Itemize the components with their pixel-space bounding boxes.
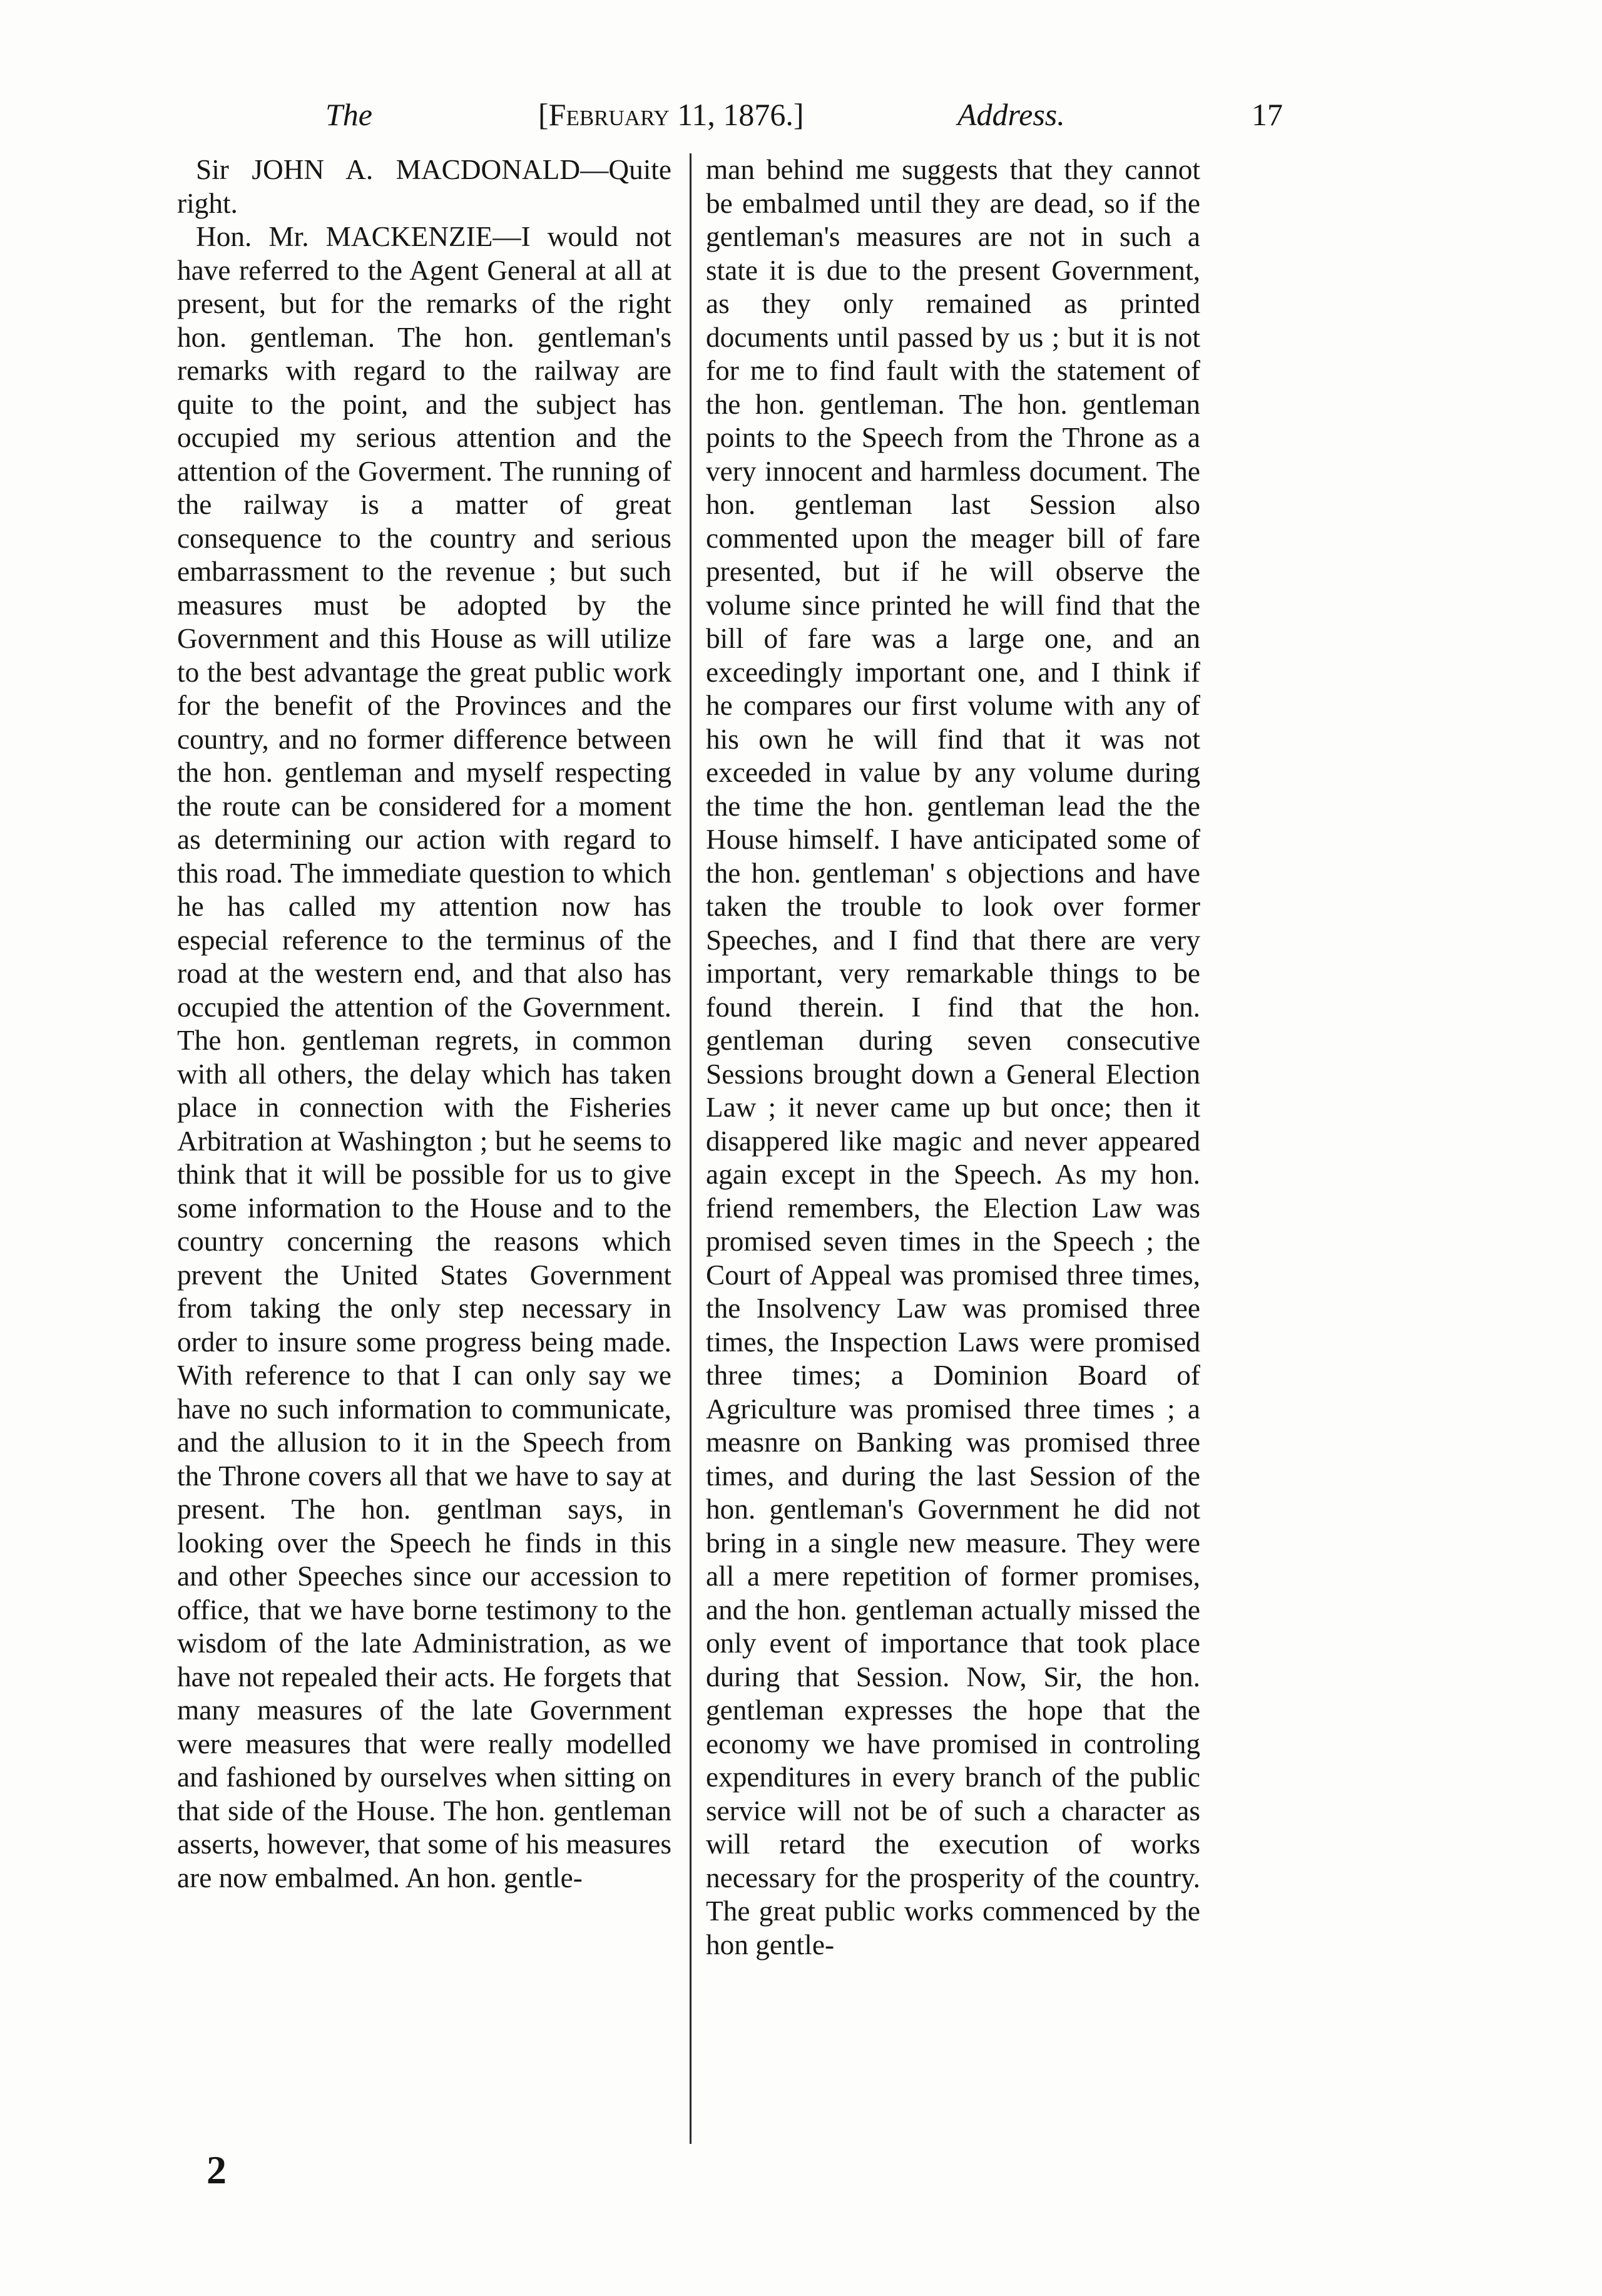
header-left: The <box>325 97 372 132</box>
page-header <box>325 93 1283 136</box>
signature-mark: 2 <box>207 2148 227 2192</box>
right-column <box>706 153 1200 1962</box>
page-number: 17 <box>1252 97 1283 132</box>
paragraph-mackenzie: Hon. Mr. MACKENZIE—I would not have referred to the Agent General at all at present, but for the remarks of the right hon. gentleman. The hon. gentleman's remarks with regard to the railway are quite to the point, and the subject has occupied my serious attention and the attention of the Goverment. The running of the railway is a matter of great consequence to the country and serious embarrassment to the revenue ; but such measures must be adopted by the Government and this House as will utilize to the best advantage the great public work for the benefit of the Provinces and the country, and no former difference between the hon. gentleman and myself respecting the route can be considered for a moment as determining our action with regard to this road. The immediate question to which he has called my attention now has especial reference to the terminus of the road at the western end, and that also has occupied the attention of the Government. The hon. gentleman regrets, in common with all others, the delay which has taken place in connection with the Fisheries Arbitration at Washington ; but he seems to think that it will be possible for us to give some information to the House and to the country concerning the reasons which prevent the United States Government from taking the only step necessary in order to insure some progress being made. With reference to that I can only say we have no such information to communicate, and the allusion to it in the Speech from the Throne covers all that we have to say at present. The hon. gentlman says, in looking over the Speech he finds in this and other Speeches since our accession to office, that we have borne testimony to the wisdom of the late Administration, as we have not repealed their acts. He forgets that many measures of the late Government were measures that were really modelled and fashioned by ourselves when sitting on that side of the House. The hon. gentleman asserts, however, that some of his measures are now embalmed. An hon. gentle- <box>177 221 671 1894</box>
header-right: Address. <box>957 97 1065 132</box>
paragraph-macdonald: Sir JOHN A. MACDONALD—Quite right. <box>177 154 671 219</box>
left-column <box>177 153 671 1895</box>
header-date: [February 11, 1876.] <box>538 97 804 132</box>
column-divider <box>690 153 691 2144</box>
paragraph-continuation: man behind me suggests that they cannot be embalmed until they are dead, so if the gentleman's measures are not in such a state it is due to the present Government, as they only remained as printed documents until passed by us ; but it is not for me to find fault with the statement of the hon. gentleman. The hon. gentleman points to the Speech from the Throne as a very innocent and harmless document. The hon. gentleman last Session also commented upon the meager bill of fare presented, but if he will observe the volume since printed he will find that the bill of fare was a large one, and an exceedingly important one, and I think if he compares our first volume with any of his own he will find that it was not exceeded in value by any volume during the time the hon. gentleman lead the the House himself. I have anticipated some of the hon. gentleman' s objections and have taken the trouble to look over former Speeches, and I find that there are very important, very remarkable things to be found therein. I find that the hon. gentleman during seven consecutive Sessions brought down a General Election Law ; it never came up but once; then it disappered like magic and never appeared again except in the Speech. As my hon. friend remembers, the Election Law was promised seven times in the Speech ; the Court of Appeal was promised three times, the Insolvency Law was promised three times, the Inspection Laws were promised three times; a Dominion Board of Agriculture was promised three times ; a measnre on Banking was promised three times, and during the last Session of the hon. gentleman's Government he did not bring in a single new measure. They were all a mere repetition of former promises, and the hon. gentleman actually missed the only event of importance that took place during that Session. Now, Sir, the hon. gentleman expresses the hope that the economy we have promised in controling expenditures in every branch of the public service will not be of such a character as will retard the execution of works necessary for the prosperity of the country. The great public works commenced by the hon gentle- <box>706 154 1200 1960</box>
